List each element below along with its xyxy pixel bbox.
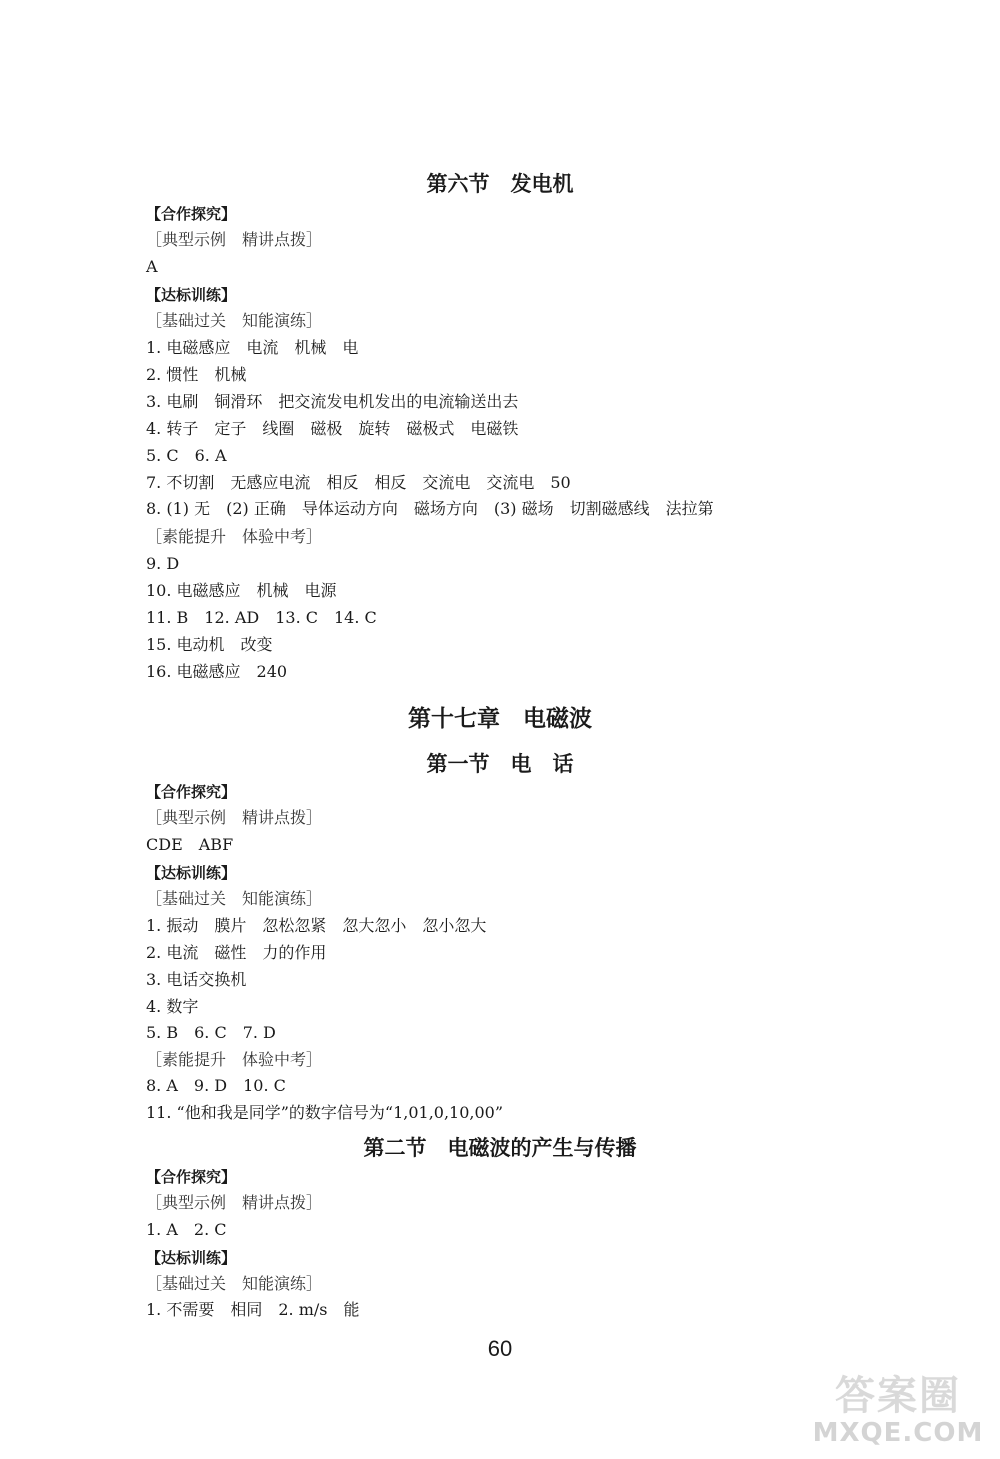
answer-line: 1. 不需要 相同 2. m/s 能 — [146, 1300, 360, 1319]
subheading-basic: ［基础过关 知能演练］ — [146, 889, 323, 908]
section-title-generator: 第六节 发电机 — [426, 172, 574, 196]
subheading-advanced: ［素能提升 体验中考］ — [146, 527, 323, 546]
answer-line: 8. (1) 无 (2) 正确 导体运动方向 磁场方向 (3) 磁场 切割磁感线 法拉第 — [146, 499, 714, 518]
watermark-domain: MXQE.COM — [812, 1418, 984, 1448]
answer-line: 1. 振动 膜片 忽松忽紧 忽大忽小 忽小忽大 — [146, 916, 487, 935]
answer-line: 5. C 6. A — [146, 446, 227, 465]
chapter-title: 第十七章 电磁波 — [408, 706, 592, 732]
subheading-examples: ［典型示例 精讲点拨］ — [146, 230, 323, 249]
answer-line: 8. A 9. D 10. C — [146, 1076, 286, 1095]
answer-line: 11. “他和我是同学”的数字信号为“1,01,0,10,00” — [146, 1103, 504, 1122]
subheading-basic: ［基础过关 知能演练］ — [146, 1274, 323, 1293]
watermark-logo — [800, 1364, 996, 1454]
answer-line: 1. 电磁感应 电流 机械 电 — [146, 338, 359, 357]
answer-line: 5. B 6. C 7. D — [146, 1023, 276, 1042]
answer-line: 9. D — [146, 554, 180, 573]
heading-cooperative-inquiry: 【合作探究】 — [146, 1168, 237, 1186]
page-number: 60 — [487, 1336, 513, 1361]
answer-line: 10. 电磁感应 机械 电源 — [146, 581, 337, 600]
answer-line: A — [146, 257, 158, 276]
subheading-examples: ［典型示例 精讲点拨］ — [146, 1193, 323, 1212]
answer-line: CDE ABF — [146, 835, 234, 854]
watermark-brand: 答案圈 — [835, 1373, 961, 1419]
subheading-examples: ［典型示例 精讲点拨］ — [146, 808, 323, 827]
heading-standard-training: 【达标训练】 — [146, 864, 237, 882]
answer-line: 16. 电磁感应 240 — [146, 662, 288, 681]
heading-cooperative-inquiry: 【合作探究】 — [146, 205, 237, 223]
answer-line: 2. 惯性 机械 — [146, 365, 247, 384]
subheading-advanced: ［素能提升 体验中考］ — [146, 1050, 323, 1069]
answer-line: 3. 电话交换机 — [146, 970, 247, 989]
answer-line: 1. A 2. C — [146, 1220, 227, 1239]
heading-standard-training: 【达标训练】 — [146, 286, 237, 304]
answer-line: 11. B 12. AD 13. C 14. C — [146, 608, 377, 627]
answer-line: 4. 数字 — [146, 997, 199, 1016]
section-title-em-waves: 第二节 电磁波的产生与传播 — [363, 1136, 637, 1160]
answer-line: 2. 电流 磁性 力的作用 — [146, 943, 327, 962]
answer-line: 15. 电动机 改变 — [146, 635, 273, 654]
heading-cooperative-inquiry: 【合作探究】 — [146, 783, 237, 801]
answer-line: 4. 转子 定子 线圈 磁极 旋转 磁极式 电磁铁 — [146, 419, 519, 438]
heading-standard-training: 【达标训练】 — [146, 1249, 237, 1267]
section-title-telephone: 第一节 电 话 — [426, 752, 574, 776]
answer-line: 3. 电刷 铜滑环 把交流发电机发出的电流输送出去 — [146, 392, 519, 411]
subheading-basic: ［基础过关 知能演练］ — [146, 311, 323, 330]
answer-line: 7. 不切割 无感应电流 相反 相反 交流电 交流电 50 — [146, 473, 571, 492]
